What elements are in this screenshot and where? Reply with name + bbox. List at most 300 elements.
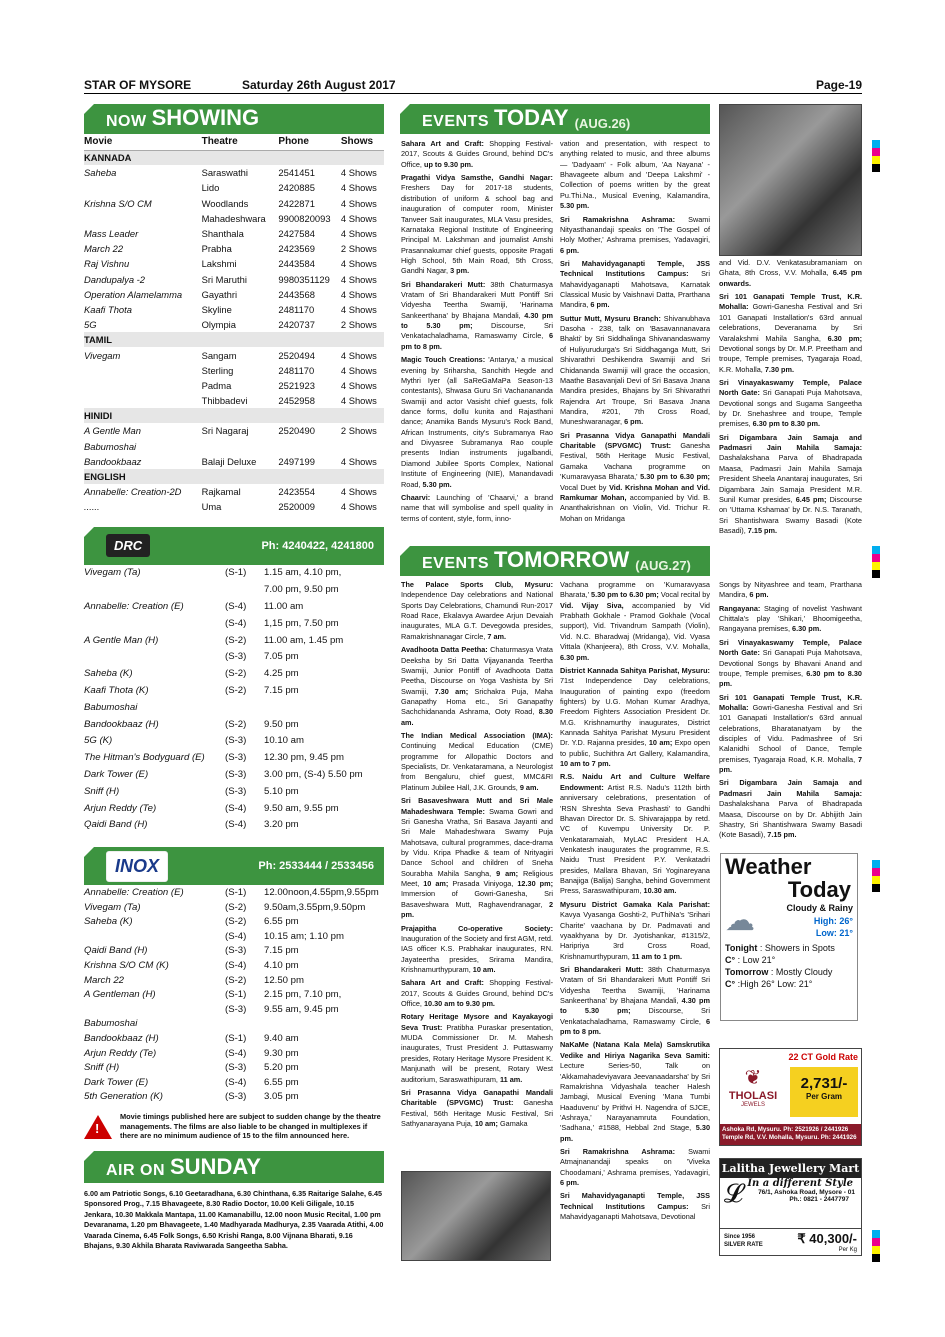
movie-title: Arjun Reddy (Te) bbox=[84, 1047, 157, 1059]
show-times: 12.30 pm, 9.45 pm bbox=[264, 752, 344, 764]
shows: 4 Shows bbox=[340, 182, 377, 194]
table-row bbox=[84, 716, 384, 733]
show-times: 9.50 pm bbox=[264, 718, 299, 730]
table-row bbox=[84, 499, 384, 514]
show-times: 12.50 pm bbox=[264, 974, 305, 986]
phone: 2420737 bbox=[278, 319, 315, 331]
screen: (S-3) bbox=[225, 651, 247, 663]
table-row bbox=[84, 581, 384, 598]
theatre-name: Balaji Deluxe bbox=[201, 455, 257, 467]
screen: (S-2) bbox=[225, 668, 247, 680]
language-heading: KANNADA bbox=[84, 150, 384, 165]
table-row bbox=[84, 287, 384, 302]
movie-title: Annabelle: Creation (E) bbox=[84, 887, 184, 899]
movie-title: Bandookbaaz (H) bbox=[84, 1032, 159, 1044]
theatre-name: Prabha bbox=[201, 243, 232, 255]
table-row bbox=[84, 800, 384, 817]
table-row bbox=[84, 347, 384, 362]
shows: 2 Shows bbox=[340, 425, 377, 437]
show-times: 9.30 pm bbox=[264, 1047, 299, 1059]
warning-icon: ! bbox=[84, 1115, 112, 1139]
table-row bbox=[84, 196, 384, 211]
event-entry: and Vid. D.V. Venkatasubramaniam on Ghata, 8th Cross, V.V. Mohalla, 6.45 pm onwards. bbox=[719, 258, 862, 288]
event-entry: Songs by Nityashree and team, Prarthana Mandira, 6 pm. bbox=[719, 580, 862, 600]
theatre-name: Mahadeshwara bbox=[201, 212, 266, 224]
phone: 2423554 bbox=[278, 486, 315, 498]
language-heading: TAMIL bbox=[84, 332, 384, 347]
movie-title bbox=[84, 929, 225, 944]
shows bbox=[341, 439, 384, 454]
screen: (S-2) bbox=[225, 634, 247, 646]
shows: 4 Shows bbox=[340, 303, 377, 315]
movie-title: Annabelle: Creation (E) bbox=[84, 600, 184, 612]
table-row bbox=[84, 816, 384, 833]
show-times: 6.55 pm bbox=[264, 916, 299, 928]
movie-title bbox=[84, 378, 202, 393]
color-bar-low bbox=[872, 860, 880, 892]
drc-logo: DRC bbox=[106, 534, 150, 557]
cloud-rain-icon: ☁ bbox=[725, 904, 755, 938]
theatre-name: Woodlands bbox=[201, 197, 249, 209]
lalitha-logo: 𝓛 bbox=[724, 1179, 743, 1209]
table-row bbox=[84, 632, 384, 649]
event-entry: Prajapitha Co-operative Society: Inauguration of the Society and first AGM, retd. IAS officer K.S. Prabhakar inaugurates, RN. Jayateertha presides, Srirama Mandira, Krishnamurthypuram, 10 am. bbox=[401, 923, 553, 974]
event-entry: Sri Bhandarakeri Mutt: 38th Chaturmasya Vratam of Sri Bhandarakeri Mutt Pontiff Sri Vidyesha Teertha Swamiji, 'Harinama Sankeerthana' by Bhajana Mandali, 4.30 pm to 5.30 pm; Discourse, Sri Venkatachaladhama, Ramaswamy Circle, 6 pm to 8 pm. bbox=[560, 964, 710, 1037]
movie-title bbox=[84, 648, 225, 665]
movie-title: Bandookbaaz (H) bbox=[84, 718, 159, 730]
shows: 2 Shows bbox=[340, 319, 377, 331]
screen: (S-3) bbox=[225, 735, 247, 747]
movie-title: Vivegam (Ta) bbox=[84, 567, 141, 579]
show-times: 3.20 pm bbox=[264, 819, 299, 831]
movie-title: Qaidi Band (H) bbox=[84, 819, 148, 831]
table-row bbox=[84, 944, 384, 959]
shows: 4 Shows bbox=[340, 197, 377, 209]
show-times: 4.25 pm bbox=[264, 668, 299, 680]
table-row bbox=[84, 615, 384, 632]
table-row bbox=[84, 393, 384, 408]
show-times: 11.00 am, 1.45 pm bbox=[264, 634, 344, 646]
table-row bbox=[84, 423, 384, 438]
screen: (S-4) bbox=[225, 600, 247, 612]
shows: 4 Shows bbox=[340, 379, 377, 391]
table-row bbox=[84, 378, 384, 393]
screen: (S-1) bbox=[225, 989, 247, 1001]
theatre-name: Skyline bbox=[201, 303, 232, 315]
event-entry: Chaarvi: Launching of 'Chaarvi,' a brand name that will symbolise and spell quality in terms of content, style, form, inno- bbox=[401, 492, 553, 523]
shows: 4 Shows bbox=[340, 228, 377, 240]
phone: 2422871 bbox=[278, 197, 315, 209]
movie-title: Annabelle: Creation-2D bbox=[84, 486, 182, 498]
screen: (S-1) bbox=[225, 1032, 247, 1044]
today-col-1 bbox=[401, 139, 553, 527]
theatre-name: Olympia bbox=[201, 319, 236, 331]
show-times: 2.15 pm, 7.10 pm, bbox=[264, 989, 342, 1001]
movie-title: A Gentle Man (H) bbox=[84, 634, 159, 646]
screen bbox=[225, 699, 264, 716]
screen: (S-3) bbox=[225, 768, 247, 780]
theatre-name: Lido bbox=[201, 182, 220, 194]
movie-title: 5th Generation (K) bbox=[84, 1091, 163, 1103]
paper-name: STAR OF MYSORE bbox=[84, 78, 192, 92]
events-tomorrow-banner: EVENTS TOMORROW (AUG.27) bbox=[400, 546, 710, 576]
shows: 4 Shows bbox=[340, 455, 377, 467]
inox-phone: Ph: 2533444 / 2533456 bbox=[258, 860, 374, 873]
movie-title: Babumoshai bbox=[84, 440, 137, 452]
event-entry: Magic Touch Creations: 'Antarya,' a musical evening by Sriharsha, Sanchith Hegde and Mythri Iyer (all SaReGaMaPa Season-13 contestants), Shwasa Guru Sri Vachanananda Swamiji and actor Vasisht chief guests, folk dance forms, dollu kunita and Rajasthani dance; Anamika Bands Mysuru's Rock Band, African Instruments, city's Subramanya Rao and Divyasree Subramanya Rao couple presents Indian instruments jugalbandi, Diamond Jubilee Sports Complex, National Institute of Engineering (NIE), Manandavadi Road, 5.30 pm. bbox=[401, 355, 553, 489]
table-row bbox=[84, 302, 384, 317]
show-times: 11.00 am bbox=[264, 600, 304, 612]
shows: 4 Shows bbox=[340, 349, 377, 361]
event-entry: vation and presentation, with respect to anything related to music, and three albums — 'Dadyaam' - Folk album, 'Aa Nayana' - Bhavageete album and 'Deepa Lakshmi' - Collection of poems written by the great Pu.Thi.Na., Musical Evening, Kalamandira, 5.30 pm. bbox=[560, 139, 710, 211]
movie-title: Babumoshai bbox=[84, 1018, 138, 1030]
movie-title bbox=[84, 615, 225, 632]
table-row bbox=[84, 699, 384, 716]
drc-banner bbox=[84, 527, 384, 565]
event-entry: Vachana programme on 'Kumaravyasa Bharata,' 5.30 pm to 6.30 pm; Vocal recital by Vid. Vijay Siva, accompanied by Vid Prabhath Gokhale - Pramod Gokhale (Vocal support), Vid. Trivandrum Sampath (Violin), Vid. N.C. Bharadwaj (Mridanga), Vid. Vyasa Vittala (Khanjeera), 8th Cross, V.V. Mohalla, 6.30 pm. bbox=[560, 580, 710, 662]
phone: 9900820093 bbox=[278, 212, 331, 224]
event-entry: Sahara Art and Craft: Shopping Festival-2017, Scouts & Guides Ground, behind DC's Office, 10.30 am to 9.30 pm. bbox=[401, 978, 553, 1009]
event-entry: Sri Prasanna Vidya Ganapathi Mandali Charitable (SPVGMC) Trust: Ganesha Festival, 56th Heritage Music Festival, Gamaka Vachana programme on 'Kumaravyasa Bharata,' 5.30 pm to 6.30 pm; Vocal Duet by Vid. Krishna Mohan and Vid. Ramkumar Mohan, accompanied by Vid. B. Ananthakrishnan on Violin, Vid. Trichur R. Mohan on Mridanga bbox=[560, 430, 710, 523]
movie-title bbox=[84, 363, 202, 378]
color-bar-mid bbox=[872, 546, 880, 578]
theatre-name: Uma bbox=[201, 501, 222, 513]
phone: 2497199 bbox=[278, 455, 315, 467]
show-times: 5.20 pm bbox=[264, 1062, 299, 1074]
movie-title: Saheba (K) bbox=[84, 916, 133, 928]
show-times: 9.40 am bbox=[264, 1032, 299, 1044]
shows: 4 Shows bbox=[340, 288, 377, 300]
movie-title: Arjun Reddy (Te) bbox=[84, 802, 157, 814]
movie-title: The Hitman's Bodyguard (E) bbox=[84, 752, 205, 764]
weather-box: Weather Today ☁ Cloudy & Rainy High: 26° Low: 21° Tonight : Showers in Spots C° : Low 21° Tomorrow : Mostly Cloudy C° :High 26° Low: 21° bbox=[720, 853, 858, 1021]
movie-title: Kaafi Thota bbox=[84, 303, 132, 315]
event-entry: Rotary Heritage Mysore and Kayakayogi Seva Trust: Pratibha Puraskar presentation, MUDA Commissioner Dr. M. Mahesh inaugurates, Trust President J. Puttaswamy presides, Rotary Heritage Mysore President K. Manjunath will be present, Rotary West auditorium, Saraswathipuram, 11 am. bbox=[401, 1012, 553, 1084]
inox-logo: INOX bbox=[106, 851, 168, 882]
event-entry: R.S. Naidu Art and Culture Welfare Endowment: Artist R.S. Nadu's 112th birth anniversary celebrations, presentation of 'RSN Shreshta Seva Prashasti' to Gandhi Bhavan Director Dr. S. Shivarajappa by retd. VC of Kuvempu University Dr. P. Venkataramaiah, MyLAC President H.A. Venkatesh inaugurates the programme, R.S. Naidu Trust President P.Y. Venkatadri presides, Mallara Bhavan, Sri Yoginareyana Banajiga (Balija) Sangha, behind Government Press, Saraswathipuram, 10.30 am. bbox=[560, 772, 710, 896]
page-number: Page-19 bbox=[815, 78, 862, 92]
show-times: 5.10 pm bbox=[264, 785, 299, 797]
movie-title bbox=[84, 211, 202, 226]
theatre-name: Gayathri bbox=[201, 288, 238, 300]
show-times: 4.10 pm bbox=[264, 960, 299, 972]
shows: 4 Shows bbox=[340, 501, 377, 513]
color-bar-bottom bbox=[872, 1230, 880, 1262]
movie-title bbox=[84, 1002, 225, 1017]
table-row bbox=[84, 973, 384, 988]
table-row bbox=[84, 1017, 384, 1032]
screen: (S-4) bbox=[225, 930, 247, 942]
table-row bbox=[84, 732, 384, 749]
phone: 2520009 bbox=[278, 501, 315, 513]
show-times: 1,15 pm, 7.50 pm bbox=[264, 617, 339, 629]
table-row bbox=[84, 929, 384, 944]
table-row bbox=[84, 241, 384, 256]
event-entry: Sri Prasanna Vidya Ganapathi Mandali Charitable (SPVGMC) Trust: Ganesha Festival, 56th Heritage Music Festival, Sri Sathyanarayana Puja, 10 am; Gamaka bbox=[401, 1087, 553, 1128]
show-times: 6.55 pm bbox=[264, 1076, 299, 1088]
movie-title: A Gentle Man bbox=[84, 425, 141, 437]
movie-title: Bandookbaaz bbox=[84, 455, 142, 467]
screen: (S-4) bbox=[225, 960, 247, 972]
movie-title: Krishna S/O CM bbox=[84, 197, 152, 209]
show-times bbox=[264, 699, 384, 716]
theatre-name: Sri Nagaraj bbox=[201, 425, 249, 437]
table-row bbox=[84, 408, 384, 423]
event-entry: Sri Basaveshwara Mutt and Sri Male Mahadeshwara Temple: Swama Gowri and Sri Ganesha Vratha, Sri Basava Jayanti and Sri Male Mahadeshwara Swamy Puja Mahotsava, cultural programmes, dace-drama by Vidu. Kripa Phadke & team of Nrityagiri Dance School and children of Sneha Sourabha Mahila Sangha, 9 am; Religious Meet, 10 am; Prasada Viniyoga, 12.30 pm; Immersion of Gowri-Ganesha, Sri Basaveshwara Mutt, Raghavendranagar, 2 pm. bbox=[401, 796, 553, 920]
tomorrow-col-1 bbox=[401, 580, 553, 1132]
movie-title: Saheba (K) bbox=[84, 668, 133, 680]
table-row bbox=[84, 484, 384, 499]
movie-title: March 22 bbox=[84, 974, 124, 986]
phone: 2520494 bbox=[278, 349, 315, 361]
shows: 4 Shows bbox=[340, 486, 377, 498]
shows: 4 Shows bbox=[340, 364, 377, 376]
table-row bbox=[84, 150, 384, 165]
movie-title: 5G bbox=[84, 319, 97, 331]
screen bbox=[225, 1017, 264, 1032]
theatre-name: Shanthala bbox=[201, 228, 244, 240]
table-row bbox=[84, 885, 384, 900]
screen: (S-2) bbox=[225, 901, 247, 913]
table-row bbox=[84, 749, 384, 766]
movie-title: Raj Vishnu bbox=[84, 258, 130, 270]
notice: ! Movie timings published here are subject to sudden change by the theatre managements. The films are also liable to be changed in multiplexes if there are no minimum audience of 15 to the film announced here. bbox=[84, 1112, 384, 1141]
column-header: Movie bbox=[84, 134, 202, 150]
table-row bbox=[84, 914, 384, 929]
event-entry: The Palace Sports Club, Mysuru: Independence Day celebrations and National Sports Day Celebrations, Chamundi Run-2017 Road Race, Ekalavya Awardee Arjun Devaiah inaugurates, MLA G.T. Devegowda presides, Ramakrishnanagar Circle, 7 am. bbox=[401, 580, 553, 641]
show-times: 7.15 pm bbox=[264, 945, 299, 957]
phone: 2520490 bbox=[278, 425, 315, 437]
event-entry: The Indian Medical Association (IMA): Continuing Medical Education (CME) programme for Allopathic Doctors and Specialists, Dr. Venkataramana, a Neurologist from Bengaluru, chief guest, MMC&RI Platinum Jubilee Hall, J.K. Grounds, 9 am. bbox=[401, 731, 553, 792]
table-row bbox=[84, 598, 384, 615]
event-entry: Pragathi Vidya Samsthe, Gandhi Nagar: Freshers Day for 2017-18 students, distribution of uniform & school bag and inauguration of computer room, Minister Tanveer Sait inaugurates, MLA Vasu presides, Karnataka Regional Institute of Engineering Principal M. Lakshman and journalist Amshi Prasannakumar chief guests, opposite Pragati High School, 5th Main Road, 5th Cross, Gandhi Nagar, 3 pm. bbox=[401, 173, 553, 276]
screen: (S-3) bbox=[225, 785, 247, 797]
screen: (S-4) bbox=[225, 1047, 247, 1059]
screen: (S-3) bbox=[225, 945, 247, 957]
color-bar-top bbox=[872, 140, 880, 172]
table-row bbox=[84, 165, 384, 180]
tholasi-logo: ❦ THOLASI JEWELS bbox=[728, 1067, 778, 1108]
event-entry: Sri Vinayakaswamy Temple, Palace North Gate: Sri Ganapati Puja Mahotsava, Devotional songs and Sugama Sangeetha by Dr. Snehashree and troupe, Temple premises, 6.30 pm to 8.30 pm. bbox=[719, 377, 863, 429]
movie-title: A Gentleman (H) bbox=[84, 989, 156, 1001]
theatre-name: Rajkamal bbox=[201, 486, 241, 498]
table-row bbox=[84, 783, 384, 800]
screen: (S-1) bbox=[225, 567, 247, 579]
table-row bbox=[84, 1075, 384, 1090]
screen: (S-3) bbox=[225, 752, 247, 764]
event-entry: Sri Digambara Jain Samaja and Padmasri Jain Mahila Samaja: Dashalakshana Parva of Bhadrapada Maasa, Padmasri Jain Mahila Samaja President Sheela Anantaraj inaugurates, Sri Digambara Jain Samaja President M.R. Sunil Kumar presides, 6.45 pm; Discourse on 'Uttama Kshamaa' by Dr. N.S. Taranath, Sri Shantishwara Swamy Basadi (Kote Basadi), 7.15 pm. bbox=[719, 432, 863, 535]
show-times: 10.15 am; 1.10 pm bbox=[264, 930, 344, 942]
show-times: 9.50 am, 9.55 pm bbox=[264, 802, 339, 814]
singer-photo bbox=[401, 1171, 551, 1261]
column-header: Theatre bbox=[202, 134, 279, 150]
movie-title: Krishna S/O CM (K) bbox=[84, 960, 169, 972]
screen: (S-4) bbox=[225, 819, 247, 831]
tomorrow-col-2 bbox=[560, 580, 710, 1226]
movie-title: Sniff (H) bbox=[84, 785, 120, 797]
table-row bbox=[84, 317, 384, 332]
screen: (S-2) bbox=[225, 684, 247, 696]
column-header: Phone bbox=[278, 134, 340, 150]
tomorrow-col-3 bbox=[719, 580, 862, 844]
table-row bbox=[84, 363, 384, 378]
theatre-name: Padma bbox=[201, 379, 232, 391]
show-times bbox=[264, 1017, 384, 1032]
phone: 2481170 bbox=[278, 364, 315, 376]
screen: (S-3) bbox=[225, 1003, 247, 1015]
table-row bbox=[84, 648, 384, 665]
phone: 2521923 bbox=[278, 379, 315, 391]
table-row bbox=[84, 900, 384, 915]
today-col-2 bbox=[560, 139, 710, 527]
event-entry: Sri Digambara Jain Samaja and Padmasri Jain Mahila Samaja: Dashalakshana Parva of Bhadrapada Maasa, Discourse on by Dr. Abhijith Jain Shastry, Sri Shantishwara Swamy Basadi (Kote Basadi), 7.15 pm. bbox=[719, 778, 862, 840]
screen: (S-4) bbox=[225, 802, 247, 814]
event-entry: Sri Ramakrishna Ashrama: Swami Nityasthanandaji speaks on 'The Gospel of Holy Mother,' Ashrama premises, Yadavagiri, 6 pm. bbox=[560, 214, 711, 255]
shows: 4 Shows bbox=[340, 273, 377, 285]
show-times: 1.15 am, 4.10 pm, bbox=[264, 567, 342, 579]
phone: 2420885 bbox=[278, 182, 315, 194]
event-entry: District Kannada Sahitya Parishat, Mysuru: 71st Independence Day celebrations, Inauguration of painting expo (freedom fighters) by U.G. Mohan Kumar Aradhya, Freedom Fighters Association President Dr. M.G. Krishnamurthy inaugurates, District Kannada Sahitya Parishat Mysuru President Dr. Y.D. Rajanna presides, 10 am; Expo open to public, Suchithra Art Gallery, Kalamandira, 10 am to 7 pm. bbox=[560, 665, 711, 769]
screen: (S-2) bbox=[225, 718, 247, 730]
movie-title: March 22 bbox=[84, 243, 124, 255]
air-schedule: 6.00 am Patriotic Songs, 6.10 Geetaradhana, 6.30 Chinthana, 6.35 Raitarige Salahe, 6.45 Sponsored Prog., 7.15 Bhavageete, 8.30 Radio Doctor, 10.00 Keli Giligale, 10.15 Jenkara, 10.30 Makkala Mantapa, 11.00 Kamanabillu, 12.00 noon Music Recital, 1.00 pm Devaranama, 1.20 pm Bhavageete, 1.40 Madhyarada Madhurya, 2.35 Vaarada Atithi, 4.00 Vaarada Cinema, 6.45 Folk Songs, 6.50 Krishi Ranga, 8.00 Vijnana Bharati, 9.16 Bhajans, 9.30 Akhila Bharata Raviwarada Sangeetha Sabha. bbox=[84, 1189, 384, 1251]
movie-title bbox=[84, 393, 202, 408]
shows: 4 Shows bbox=[340, 395, 377, 407]
show-times: 10.10 am bbox=[264, 735, 305, 747]
event-entry: Sri 101 Ganapati Temple Trust, K.R. Mohalla: Gowri-Ganesha Festival and Sri 101 Ganapati Installation's 63rd annual celebrations, Bharatanatyam by the disciples of Vidu. Padmashree of Sri Kalanidhi School of Dance, Temple premises, Tyagaraja Road, K.R. Mohalla, 7 pm. bbox=[719, 692, 862, 775]
event-entry: Sri Mahavidyaganapti Temple, JSS Technical Institutions Campus: Sri Mahavidyaganapti Mahotsava, Devotional bbox=[560, 1191, 710, 1222]
date: Saturday 26th August 2017 bbox=[242, 78, 396, 92]
event-entry: Sri Vinayakaswamy Temple, Palace North Gate: Sri Ganapati Puja Mahotsava, Devotional Songs by Bhavani Anand and troupe, Temple premises, 6.30 pm to 8.30 pm. bbox=[719, 637, 863, 689]
movie-title: Dark Tower (E) bbox=[84, 768, 149, 780]
now-showing-banner: NOW SHOWING bbox=[84, 104, 384, 134]
drc-table bbox=[84, 565, 384, 834]
movie-title: Kaafi Thota (K) bbox=[84, 684, 149, 696]
movie-title: Dandupalya -2 bbox=[84, 273, 145, 285]
today-col-3 bbox=[719, 258, 862, 539]
language-heading: HINIDI bbox=[84, 408, 384, 423]
screen: (S-2) bbox=[225, 974, 247, 986]
show-times: 7.15 pm bbox=[264, 684, 299, 696]
air-banner: AIR ON SUNDAY bbox=[84, 1151, 384, 1183]
event-entry: Sri 101 Ganapati Temple Trust, K.R. Mohalla: Gowri-Ganesha Festival and Sri 101 Ganapati Installation's 63rd annual celebrations, Deveranama by Sri Varalakshmi Mahila Sangha, 6.30 pm; Devotional songs by Dr. M.P. Preetham and troupe, Temple premises, Tyagaraja Road, K.R. Mohalla, 7.30 pm. bbox=[719, 292, 862, 374]
table-row bbox=[84, 766, 384, 783]
table-row bbox=[84, 1031, 384, 1046]
phone: 2481170 bbox=[278, 303, 315, 315]
screen bbox=[225, 581, 264, 598]
table-row bbox=[84, 226, 384, 241]
movie-title bbox=[84, 581, 225, 598]
movie-title: 5G (K) bbox=[84, 735, 113, 747]
table-row bbox=[84, 272, 384, 287]
movie-title: Babumoshai bbox=[84, 701, 138, 713]
theatre-name: Lakshmi bbox=[201, 258, 237, 270]
table-row bbox=[84, 1060, 384, 1075]
movie-title: Operation Alamelamma bbox=[84, 288, 183, 300]
event-entry: Suttur Mutt, Mysuru Branch: Shivanubhava Dasoha - 238, talk on 'Basavannanavara Bhakti' by Sri Siddhalinga Shivanandaswamy of Huliyurudurga's Sri Siddhaganga Mutt, Sri Shivarathri Deshikendra Swamiji and Sri Chidananda Swamiji will grace the occasion, Maathe Basavanjali Devi of Sri Basava Jnana Mandira presides, Bhajans by Sri Shivarathri Rajendra Art Troupe, Sri Basava Jnana Mandira, #201, 7th Cross Road, Muneshwaranagar, 6 pm. bbox=[560, 313, 711, 427]
table-row bbox=[84, 682, 384, 699]
table-row bbox=[84, 439, 384, 454]
table-row bbox=[84, 332, 384, 347]
page-header bbox=[84, 76, 862, 94]
movie-title: Dark Tower (E) bbox=[84, 1076, 149, 1088]
movie-title: Mass Leader bbox=[84, 228, 139, 240]
phone: 2443584 bbox=[278, 258, 315, 270]
movie-title: Vivegam (Ta) bbox=[84, 901, 141, 913]
movie-title: Vivegam bbox=[84, 349, 121, 361]
theatre-name: Sangam bbox=[201, 349, 237, 361]
show-times: 7.05 pm bbox=[264, 651, 299, 663]
screen: (S-4) bbox=[225, 1076, 247, 1088]
phone: 2452958 bbox=[278, 395, 315, 407]
events-today-banner: EVENTS TODAY (AUG.26) bbox=[400, 104, 710, 134]
event-entry: Sri Bhandarakeri Mutt: 38th Chaturmasya Vratam of Sri Bhandarakeri Mutt Pontiff Sri Vidyesha Teertha Swamiji, 'Harinama Sankeerthana' by Bhajana Mandali, 4.30 pm to 5.30 pm; Discourse, Sri Venkatachaladhama, Ramaswamy Circle, 6 pm to 8 pm. bbox=[401, 279, 553, 351]
show-times: 3.05 pm bbox=[264, 1091, 299, 1103]
tholasi-ad: 22 CT Gold Rate ❦ THOLASI JEWELS 2,731/- Per Gram Ashoka Rd, Mysuru. Ph: 2521926 / 2441926 Temple Rd, V.V. Mohalla, Mysuru. Ph: 2441926 bbox=[719, 1048, 862, 1146]
column-header: Shows bbox=[341, 134, 384, 150]
table-row bbox=[84, 211, 384, 226]
table-row bbox=[84, 1002, 384, 1017]
phone: 2423569 bbox=[278, 243, 315, 255]
theatre-name: Saraswathi bbox=[201, 167, 248, 179]
table-row bbox=[84, 665, 384, 682]
gold-price-badge: 2,731/- Per Gram bbox=[790, 1067, 858, 1117]
inox-table bbox=[84, 885, 384, 1104]
screen: (S-3) bbox=[225, 1062, 247, 1074]
table-row bbox=[84, 958, 384, 973]
shows: 4 Shows bbox=[340, 258, 377, 270]
screen: (S-1) bbox=[225, 887, 247, 899]
show-times: 3.00 pm, (S-4) 5.50 pm bbox=[264, 768, 363, 780]
theatre-name: Thibbadevi bbox=[201, 395, 248, 407]
left-column bbox=[84, 104, 384, 1252]
table-row bbox=[84, 454, 384, 469]
movie-title: ...... bbox=[84, 501, 100, 513]
phone: 2541451 bbox=[278, 167, 315, 179]
theatre-name: Sri Maruthi bbox=[201, 273, 247, 285]
shows: 4 Shows bbox=[340, 167, 377, 179]
phone: 2443568 bbox=[278, 288, 315, 300]
screen: (S-2) bbox=[225, 916, 247, 928]
table-row bbox=[84, 1090, 384, 1105]
event-entry: Avadhoota Datta Peetha: Chaturmasya Vrata Deeksha by Sri Datta Vijayananda Teertha Swamiji, Junior Pontiff of Avadhoota Datta Peetha, Discourse on Yoga Vashista by Sri Swamiji, 7.30 am; Srichakra Puja, Maha Ganapathy Homa etc., Sri Ganapathy Sachchidananda Ashrama, Ooty Road, 8.30 am. bbox=[401, 645, 553, 727]
event-entry: Sahara Art and Craft: Shopping Festival-2017, Scouts & Guides Ground, behind DC's Office, up to 9.30 pm. bbox=[401, 139, 553, 169]
event-entry: Sri Ramakrishna Ashrama: Swami Atmajnanandaji speaks on 'Viveka Choodamani,' Ashrama premises, Yadavagiri, 6 pm. bbox=[560, 1147, 711, 1188]
now-showing-table bbox=[84, 134, 384, 515]
movie-title: Qaidi Band (H) bbox=[84, 945, 148, 957]
shows: 4 Shows bbox=[340, 212, 377, 224]
event-entry: Sri Mahavidyaganapti Temple, JSS Technical Institutions Campus: Sri Mahavidyaganapti Mahotsava, Karnatak Classical Music by Vaishnavi Datta, Prarthana Mandira, 6 pm. bbox=[560, 258, 710, 310]
phone: 2427584 bbox=[278, 228, 315, 240]
shows: 2 Shows bbox=[340, 243, 377, 255]
table-row bbox=[84, 180, 384, 195]
language-heading: ENGLISH bbox=[84, 469, 384, 484]
lalitha-ad: Lalitha Jewellery Mart In a different Style 76/1, Ashoka Road, Mysore - 01 Ph.: 0821 - 2447797 𝓛 Since 1956 SILVER RATE ₹ 40,300/- Per Kg bbox=[719, 1158, 862, 1256]
show-times: 9.50am,3.55pm,9.50pm bbox=[264, 901, 366, 913]
movie-title bbox=[84, 180, 202, 195]
show-times: 9.55 am, 9.45 pm bbox=[264, 1003, 339, 1015]
table-row bbox=[84, 987, 384, 1002]
inox-banner bbox=[84, 847, 384, 885]
screen: (S-3) bbox=[225, 1091, 247, 1103]
phone: 9980351129 bbox=[278, 273, 330, 285]
movie-title: Sniff (H) bbox=[84, 1062, 120, 1074]
singers-photo bbox=[719, 104, 862, 256]
event-entry: NaKaMe (Natana Kala Mela) Samskrutika Vedike and Hiriya Nagarika Seva Samiti: Lecture Series-50, Talk on 'Akkamahadeviyavara Jeevanaadarsha' by Sri Ramakrishna Vidyashala teacher Halesh Jambagi, Musical Evening 'Mana Tumbi Haaduvenu' by Prithvi H. Nagendra of SJCE, 'Ashraya,' Narayanamruta Foundation, 'Sadhana,' #1588, Hebbal 2nd Stage, 5.30 pm. bbox=[560, 1040, 710, 1143]
screen: (S-4) bbox=[225, 617, 247, 629]
movie-title: Saheba bbox=[84, 167, 117, 179]
theatre-name: Sterling bbox=[201, 364, 234, 376]
